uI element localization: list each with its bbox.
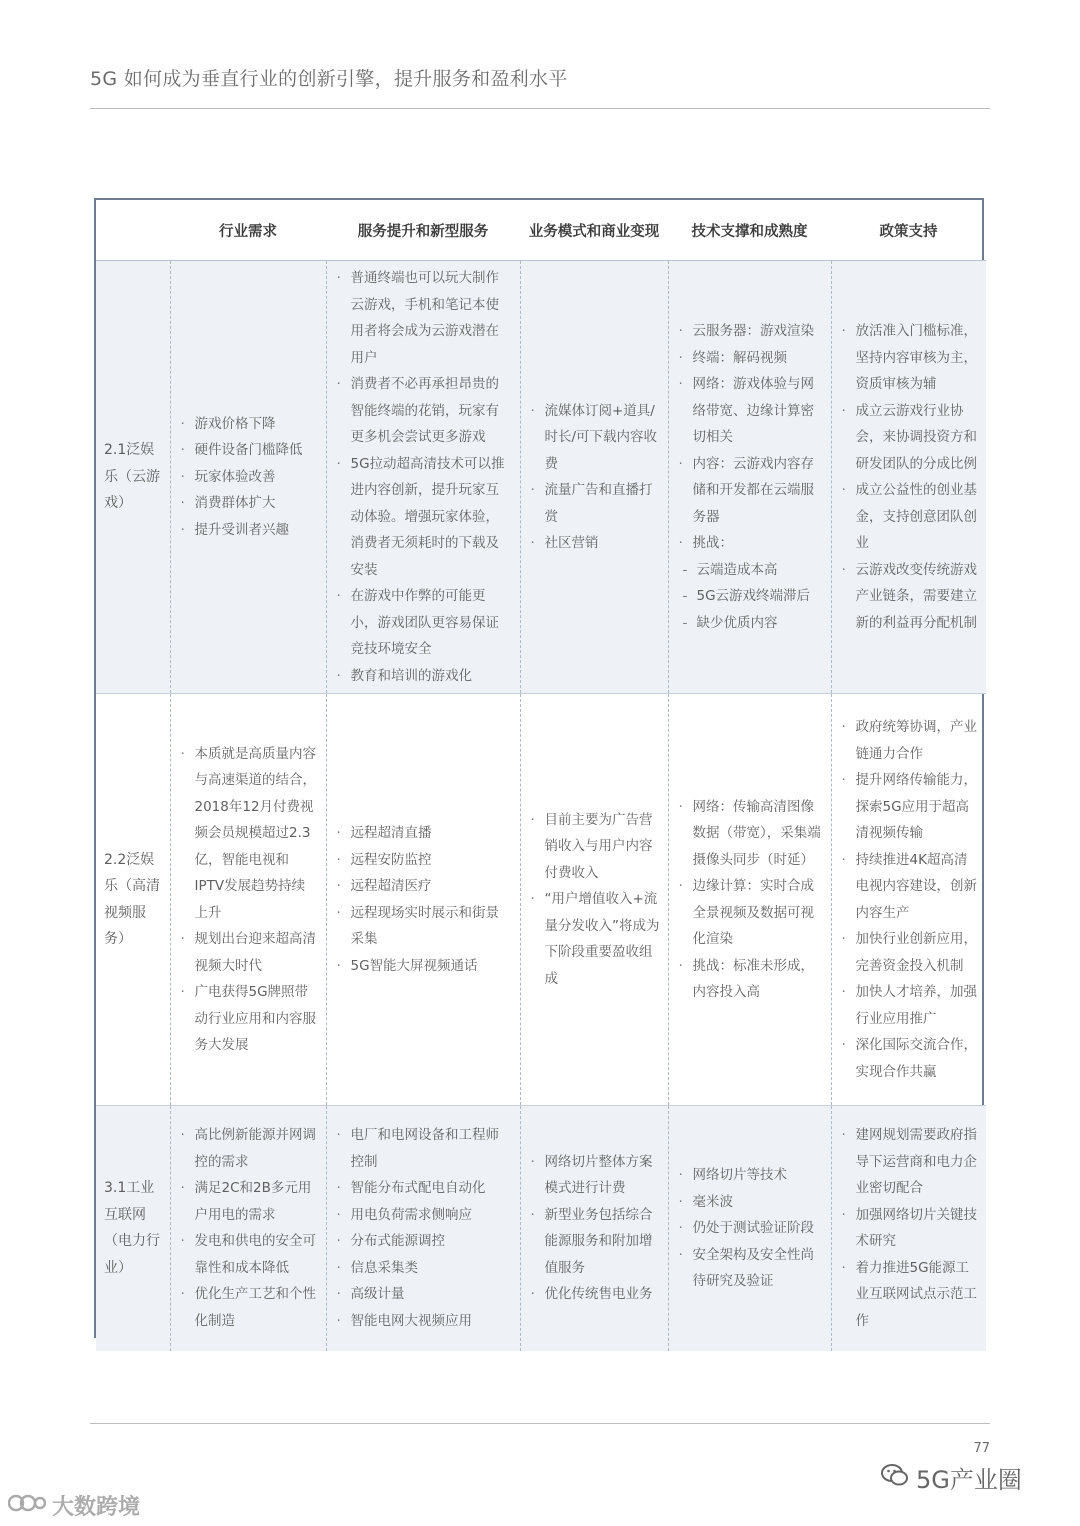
column-header-demand: 行业需求 <box>170 200 326 261</box>
row-category-label: 3.1工业互联网（电力行业） <box>104 1180 160 1276</box>
demand-cell <box>170 694 326 1106</box>
list-item: · 游戏价格下降 <box>181 411 318 438</box>
table-row <box>96 694 986 1106</box>
list-item: · 边缘计算：实时合成全景视频及数据可视化渲染 <box>679 873 823 953</box>
list-item: · 社区营销 <box>531 530 660 557</box>
list-item: · 网络切片等技术 <box>679 1162 823 1189</box>
policy-cell <box>831 261 986 694</box>
wechat-icon <box>880 1462 910 1494</box>
list-item: · 深化国际交流合作，实现合作共赢 <box>842 1032 979 1085</box>
list-item: · 成立云游戏行业协会，来协调投资方和研发团队的分成比例 <box>842 398 979 478</box>
list-item: · 流量广告和直播打赏 <box>531 477 660 530</box>
list-subitem: - 5G云游戏终端滞后 <box>679 583 823 610</box>
list-item: · 高比例新能源并网调控的需求 <box>181 1122 318 1175</box>
watermark-left-text: 大数跨境 <box>52 1495 141 1520</box>
list-item: · 智能分布式配电自动化 <box>337 1175 512 1202</box>
list-item: · 放活准入门槛标准，坚持内容审核为主，资质审核为辅 <box>842 318 979 398</box>
footer-divider <box>90 1423 990 1424</box>
list-item: · 仍处于测试验证阶段 <box>679 1215 823 1242</box>
list-item: · 云服务器：游戏渲染 <box>679 318 823 345</box>
list-item: · 信息采集类 <box>337 1255 512 1282</box>
watermark-left <box>8 1490 140 1521</box>
list-item: · 远程超清医疗 <box>337 873 512 900</box>
watermark-right <box>880 1460 1022 1495</box>
list-item: · 远程现场实时展示和街景采集 <box>337 900 512 953</box>
list-item: · 终端：解码视频 <box>679 345 823 372</box>
list-item: · 满足2C和2B多元用户用电的需求 <box>181 1175 318 1228</box>
policy-cell-list <box>842 318 979 636</box>
row-category-cell <box>96 261 170 694</box>
service-cell-list <box>337 820 512 979</box>
column-header-business: 业务模式和商业变现 <box>520 200 668 261</box>
service-cell <box>326 1106 520 1351</box>
column-header-service: 服务提升和新型服务 <box>326 200 520 261</box>
list-item: · 成立公益性的创业基金，支持创意团队创业 <box>842 477 979 557</box>
tech-cell <box>668 1106 831 1351</box>
list-item: · 教育和培训的游戏化 <box>337 663 512 690</box>
list-item: · 加快行业创新应用，完善资金投入机制 <box>842 926 979 979</box>
table-header-row <box>96 200 986 261</box>
brand-logo-icon <box>8 1491 46 1521</box>
list-item: · 玩家体验改善 <box>181 464 318 491</box>
list-item: · 消费群体扩大 <box>181 490 318 517</box>
service-cell-list <box>337 1122 512 1334</box>
list-item: · 广电获得5G牌照带动行业应用和内容服务大发展 <box>181 979 318 1059</box>
watermark-right-text: 5G产业圈 <box>916 1466 1022 1494</box>
list-item: · “用户增值收入+流量分发收入”将成为下阶段重要盈收组成 <box>531 886 660 992</box>
row-category-cell <box>96 1106 170 1351</box>
list-item: · 持续推进4K超高清电视内容建设，创新内容生产 <box>842 847 979 927</box>
business-cell <box>520 694 668 1106</box>
header-divider <box>90 108 990 109</box>
list-item: · 建网规划需要政府指导下运营商和电力企业密切配合 <box>842 1122 979 1202</box>
tech-cell-list <box>679 794 823 1006</box>
list-item: · 普通终端也可以玩大制作云游戏，手机和笔记本使用者将会成为云游戏潜在用户 <box>337 265 512 371</box>
demand-cell <box>170 261 326 694</box>
policy-cell <box>831 694 986 1106</box>
list-item: · 发电和供电的安全可靠性和成本降低 <box>181 1228 318 1281</box>
tech-cell <box>668 261 831 694</box>
service-cell <box>326 694 520 1106</box>
demand-cell-list <box>181 741 318 1059</box>
business-cell-list <box>531 398 660 557</box>
list-item: · 云游戏改变传统游戏产业链条，需要建立新的利益再分配机制 <box>842 557 979 637</box>
list-item: · 用电负荷需求侧响应 <box>337 1202 512 1229</box>
list-item: · 优化生产工艺和个性化制造 <box>181 1281 318 1334</box>
list-item: · 提升受训者兴趣 <box>181 517 318 544</box>
list-item: · 硬件设备门槛降低 <box>181 437 318 464</box>
list-item: · 网络：游戏体验与网络带宽、边缘计算密切相关 <box>679 371 823 451</box>
list-item: · 分布式能源调控 <box>337 1228 512 1255</box>
list-item: · 5G拉动超高清技术可以推进内容创新，提升玩家互动体验。增强玩家体验，消费者无须耗时的下载及安装 <box>337 451 512 584</box>
list-item: · 安全架构及安全性尚待研究及验证 <box>679 1242 823 1295</box>
policy-cell <box>831 1106 986 1351</box>
table-row <box>96 1106 986 1351</box>
demand-cell-list <box>181 1122 318 1334</box>
business-cell <box>520 261 668 694</box>
business-cell-list <box>531 807 660 993</box>
list-item: · 目前主要为广告营销收入与用户内容付费收入 <box>531 807 660 887</box>
list-item: · 挑战：标准未形成，内容投入高 <box>679 953 823 1006</box>
service-cell-list <box>337 265 512 689</box>
list-item: · 5G智能大屏视频通话 <box>337 953 512 980</box>
business-cell-list <box>531 1149 660 1308</box>
list-subitem: - 云端造成本高 <box>679 557 823 584</box>
list-item: · 规划出台迎来超高清视频大时代 <box>181 926 318 979</box>
list-item: · 远程安防监控 <box>337 847 512 874</box>
list-item: · 提升网络传输能力，探索5G应用于超高清视频传输 <box>842 767 979 847</box>
list-subitem: - 缺少优质内容 <box>679 610 823 637</box>
tech-cell-list <box>679 1162 823 1295</box>
page-header-title: 5G 如何成为垂直行业的创新引擎，提升服务和盈利水平 <box>90 68 568 90</box>
row-category-label: 2.1泛娱乐（云游戏） <box>104 442 160 512</box>
list-item: · 加快人才培养，加强行业应用推广 <box>842 979 979 1032</box>
business-cell <box>520 1106 668 1351</box>
list-item: · 网络：传输高清图像数据（带宽），采集端摄像头同步（时延） <box>679 794 823 874</box>
list-item: · 高级计量 <box>337 1281 512 1308</box>
comparison-table <box>94 198 984 1338</box>
list-item: · 新型业务包括综合能源服务和附加增值服务 <box>531 1202 660 1282</box>
column-header-tech: 技术支撑和成熟度 <box>668 200 831 261</box>
list-item: · 政府统筹协调，产业链通力合作 <box>842 714 979 767</box>
list-item: · 消费者不必再承担昂贵的智能终端的花销，玩家有更多机会尝试更多游戏 <box>337 371 512 451</box>
list-item: · 本质就是高质量内容与高速渠道的结合，2018年12月付费视频会员规模超过2.3亿，智能电视和IPTV发展趋势持续上升 <box>181 741 318 927</box>
list-item: · 挑战： <box>679 530 823 557</box>
list-item: · 远程超清直播 <box>337 820 512 847</box>
row-category-label: 2.2泛娱乐（高清视频服务） <box>104 851 160 947</box>
row-category-cell <box>96 694 170 1106</box>
tech-cell-list <box>679 318 823 636</box>
list-item: · 电厂和电网设备和工程师控制 <box>337 1122 512 1175</box>
policy-cell-list <box>842 1122 979 1334</box>
list-item: · 着力推进5G能源工业互联网试点示范工作 <box>842 1255 979 1335</box>
demand-cell <box>170 1106 326 1351</box>
service-cell <box>326 261 520 694</box>
list-item: · 流媒体订阅+道具/时长/可下载内容收费 <box>531 398 660 478</box>
page-number: 77 <box>973 1441 990 1456</box>
tech-cell <box>668 694 831 1106</box>
list-item: · 优化传统售电业务 <box>531 1281 660 1308</box>
list-item: · 智能电网大视频应用 <box>337 1308 512 1335</box>
list-item: · 加强网络切片关键技术研究 <box>842 1202 979 1255</box>
list-item: · 毫米波 <box>679 1189 823 1216</box>
list-item: · 网络切片整体方案模式进行计费 <box>531 1149 660 1202</box>
column-header-policy: 政策支持 <box>831 200 986 261</box>
list-item: · 内容：云游戏内容存储和开发都在云端服务器 <box>679 451 823 531</box>
demand-cell-list <box>181 411 318 544</box>
policy-cell-list <box>842 714 979 1085</box>
list-item: · 在游戏中作弊的可能更小，游戏团队更容易保证竞技环境安全 <box>337 583 512 663</box>
table-row <box>96 261 986 694</box>
column-header-category <box>96 200 170 261</box>
